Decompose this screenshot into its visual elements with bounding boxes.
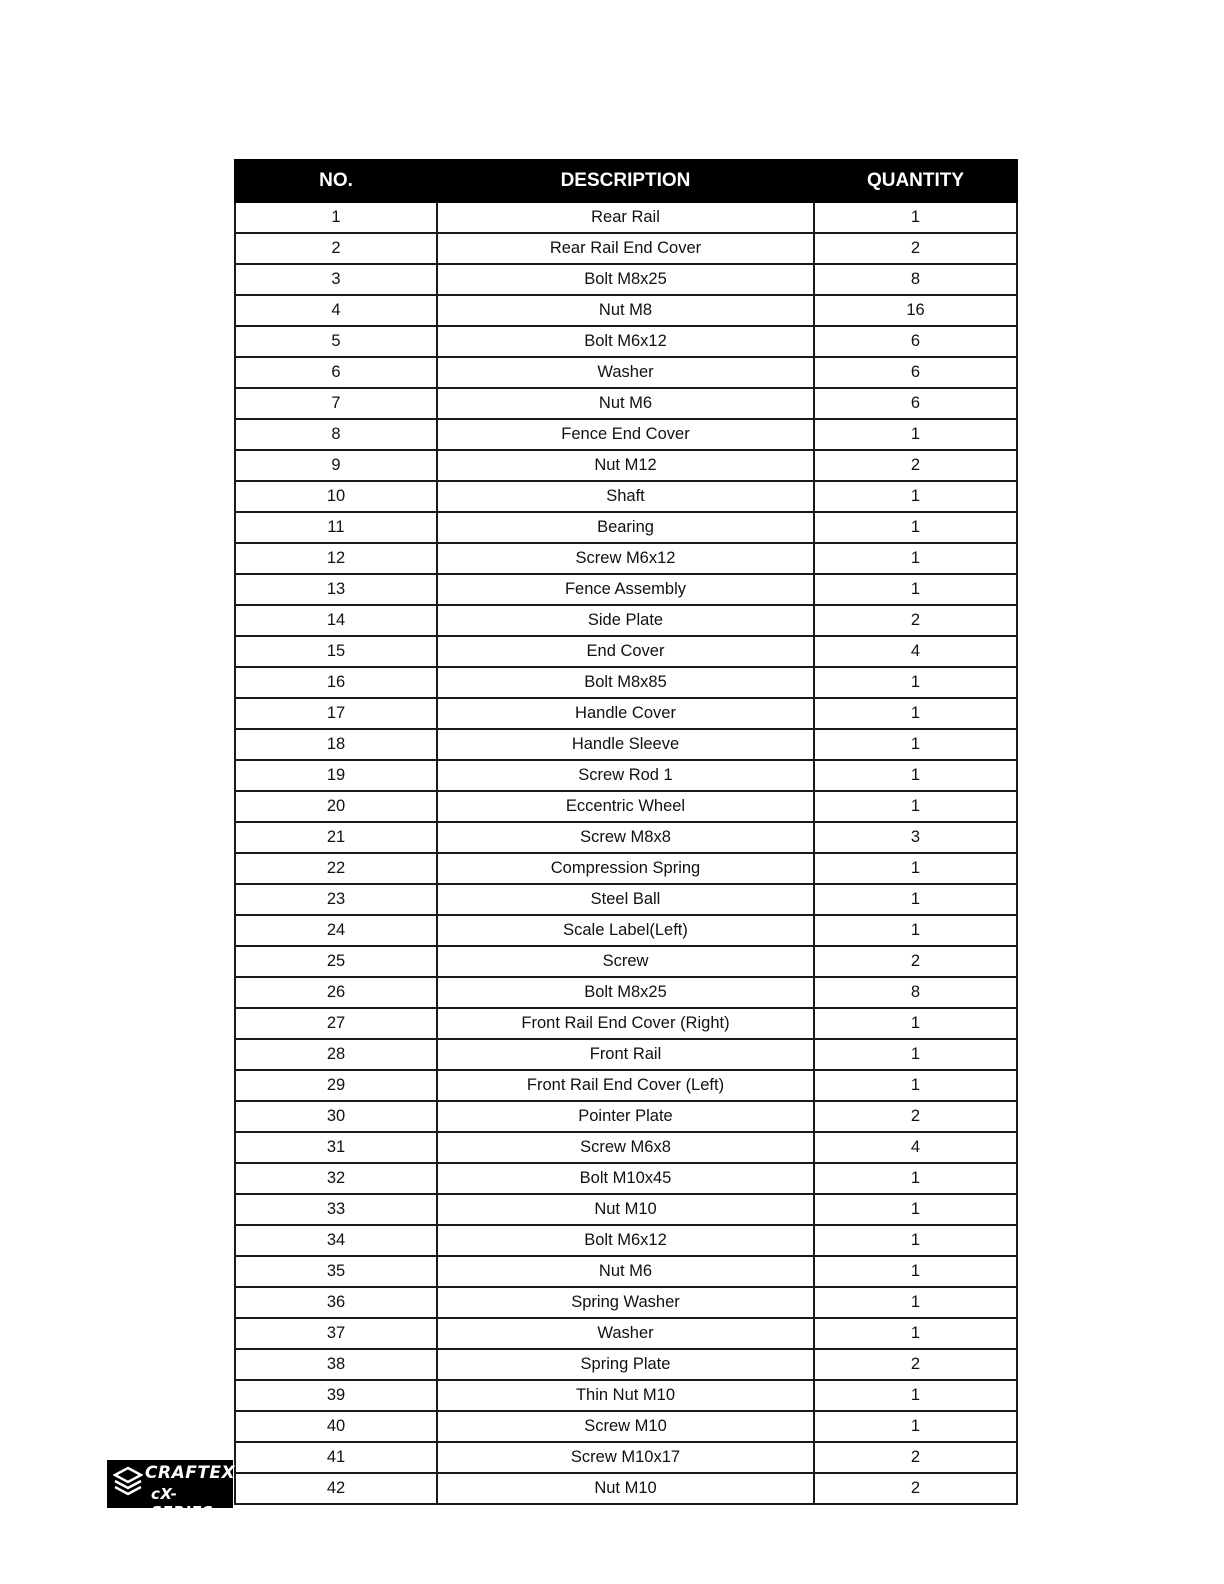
logo-series-text: cX-SERIES	[151, 1485, 214, 1521]
cell-description: Bolt M8x85	[437, 667, 814, 698]
cell-no: 14	[235, 605, 437, 636]
cell-quantity: 1	[814, 1163, 1017, 1194]
cell-no: 13	[235, 574, 437, 605]
cell-quantity: 4	[814, 636, 1017, 667]
cell-quantity: 1	[814, 667, 1017, 698]
cell-no: 12	[235, 543, 437, 574]
cell-quantity: 1	[814, 419, 1017, 450]
cell-quantity: 2	[814, 233, 1017, 264]
cell-description: Washer	[437, 357, 814, 388]
header-row	[235, 160, 1017, 202]
cell-description: Nut M8	[437, 295, 814, 326]
cell-description: Thin Nut M10	[437, 1380, 814, 1411]
cell-description: Scale Label(Left)	[437, 915, 814, 946]
cell-no: 27	[235, 1008, 437, 1039]
table-row	[235, 1194, 1017, 1225]
cell-description: Screw	[437, 946, 814, 977]
table-row	[235, 295, 1017, 326]
cell-no: 8	[235, 419, 437, 450]
table-row	[235, 1318, 1017, 1349]
cell-quantity: 2	[814, 1473, 1017, 1504]
cell-quantity: 1	[814, 1411, 1017, 1442]
cell-description: Screw M10x17	[437, 1442, 814, 1473]
cell-quantity: 1	[814, 543, 1017, 574]
table-row	[235, 1442, 1017, 1473]
table-row	[235, 1473, 1017, 1504]
cell-description: Spring Plate	[437, 1349, 814, 1380]
table-row	[235, 853, 1017, 884]
cell-quantity: 2	[814, 1442, 1017, 1473]
cell-no: 33	[235, 1194, 437, 1225]
table-row	[235, 574, 1017, 605]
cell-description: Front Rail End Cover (Left)	[437, 1070, 814, 1101]
cell-no: 26	[235, 977, 437, 1008]
cell-description: Front Rail	[437, 1039, 814, 1070]
cell-no: 17	[235, 698, 437, 729]
cell-no: 21	[235, 822, 437, 853]
cell-quantity: 1	[814, 760, 1017, 791]
logo-brand-text: CRAFTEX	[145, 1463, 236, 1483]
cell-no: 1	[235, 202, 437, 233]
cell-quantity: 16	[814, 295, 1017, 326]
cell-quantity: 1	[814, 853, 1017, 884]
cell-quantity: 1	[814, 698, 1017, 729]
cell-description: Nut M6	[437, 388, 814, 419]
cell-no: 6	[235, 357, 437, 388]
cell-quantity: 8	[814, 977, 1017, 1008]
cell-description: Nut M12	[437, 450, 814, 481]
table-row	[235, 419, 1017, 450]
cell-description: Nut M6	[437, 1256, 814, 1287]
cell-quantity: 1	[814, 791, 1017, 822]
table-row	[235, 822, 1017, 853]
cell-description: Bolt M10x45	[437, 1163, 814, 1194]
table-row	[235, 326, 1017, 357]
header-description: DESCRIPTION	[437, 160, 814, 202]
cell-no: 40	[235, 1411, 437, 1442]
table-row	[235, 1163, 1017, 1194]
cell-description: Bolt M8x25	[437, 264, 814, 295]
cell-description: Screw M6x12	[437, 543, 814, 574]
cell-quantity: 1	[814, 1070, 1017, 1101]
cell-quantity: 1	[814, 1039, 1017, 1070]
table-row	[235, 233, 1017, 264]
cell-no: 15	[235, 636, 437, 667]
cell-description: Rear Rail	[437, 202, 814, 233]
cell-no: 11	[235, 512, 437, 543]
cell-no: 37	[235, 1318, 437, 1349]
cell-no: 20	[235, 791, 437, 822]
cell-quantity: 1	[814, 1380, 1017, 1411]
cell-quantity: 4	[814, 1132, 1017, 1163]
cell-quantity: 3	[814, 822, 1017, 853]
cell-no: 29	[235, 1070, 437, 1101]
cell-description: Shaft	[437, 481, 814, 512]
table-row	[235, 264, 1017, 295]
cell-description: Screw M6x8	[437, 1132, 814, 1163]
table-row	[235, 388, 1017, 419]
table-row	[235, 1225, 1017, 1256]
table-row	[235, 1349, 1017, 1380]
table-row	[235, 543, 1017, 574]
cell-description: Bearing	[437, 512, 814, 543]
cell-no: 9	[235, 450, 437, 481]
cell-quantity: 1	[814, 1008, 1017, 1039]
cell-quantity: 2	[814, 1101, 1017, 1132]
cell-quantity: 1	[814, 512, 1017, 543]
cell-no: 25	[235, 946, 437, 977]
cell-quantity: 2	[814, 946, 1017, 977]
cell-description: Screw Rod 1	[437, 760, 814, 791]
craftex-stack-icon	[113, 1466, 143, 1498]
header-quantity: QUANTITY	[814, 160, 1017, 202]
cell-quantity: 1	[814, 729, 1017, 760]
cell-no: 38	[235, 1349, 437, 1380]
cell-no: 3	[235, 264, 437, 295]
cell-description: End Cover	[437, 636, 814, 667]
header-no: NO.	[235, 160, 437, 202]
cell-description: Side Plate	[437, 605, 814, 636]
cell-quantity: 2	[814, 450, 1017, 481]
cell-no: 2	[235, 233, 437, 264]
cell-no: 4	[235, 295, 437, 326]
cell-no: 41	[235, 1442, 437, 1473]
table-row	[235, 1070, 1017, 1101]
table-row	[235, 1132, 1017, 1163]
cell-no: 32	[235, 1163, 437, 1194]
table-row	[235, 1287, 1017, 1318]
cell-quantity: 1	[814, 1287, 1017, 1318]
table-row	[235, 450, 1017, 481]
table-row	[235, 605, 1017, 636]
table-row	[235, 481, 1017, 512]
cell-no: 10	[235, 481, 437, 512]
table-row	[235, 884, 1017, 915]
cell-description: Front Rail End Cover (Right)	[437, 1008, 814, 1039]
cell-quantity: 1	[814, 481, 1017, 512]
cell-no: 30	[235, 1101, 437, 1132]
cell-description: Screw M10	[437, 1411, 814, 1442]
cell-description: Fence Assembly	[437, 574, 814, 605]
cell-quantity: 6	[814, 357, 1017, 388]
cell-no: 19	[235, 760, 437, 791]
cell-description: Eccentric Wheel	[437, 791, 814, 822]
table-row	[235, 1411, 1017, 1442]
cell-quantity: 1	[814, 1225, 1017, 1256]
cell-quantity: 1	[814, 1194, 1017, 1225]
cell-description: Handle Sleeve	[437, 729, 814, 760]
cell-description: Nut M10	[437, 1473, 814, 1504]
cell-description: Fence End Cover	[437, 419, 814, 450]
cell-no: 18	[235, 729, 437, 760]
cell-quantity: 2	[814, 1349, 1017, 1380]
table-row	[235, 760, 1017, 791]
table-row	[235, 1039, 1017, 1070]
cell-description: Rear Rail End Cover	[437, 233, 814, 264]
cell-description: Compression Spring	[437, 853, 814, 884]
table-row	[235, 729, 1017, 760]
table-row	[235, 946, 1017, 977]
cell-no: 5	[235, 326, 437, 357]
cell-no: 23	[235, 884, 437, 915]
cell-description: Pointer Plate	[437, 1101, 814, 1132]
cell-no: 42	[235, 1473, 437, 1504]
table-row	[235, 1256, 1017, 1287]
cell-description: Washer	[437, 1318, 814, 1349]
cell-quantity: 1	[814, 915, 1017, 946]
cell-quantity: 1	[814, 574, 1017, 605]
cell-quantity: 1	[814, 202, 1017, 233]
cell-description: Steel Ball	[437, 884, 814, 915]
parts-list-table	[234, 159, 1018, 1505]
cell-quantity: 1	[814, 1256, 1017, 1287]
cell-no: 28	[235, 1039, 437, 1070]
craftex-logo	[107, 1460, 236, 1521]
table-row	[235, 1008, 1017, 1039]
cell-quantity: 8	[814, 264, 1017, 295]
cell-no: 16	[235, 667, 437, 698]
cell-description: Nut M10	[437, 1194, 814, 1225]
table-row	[235, 977, 1017, 1008]
cell-description: Screw M8x8	[437, 822, 814, 853]
table-row	[235, 512, 1017, 543]
cell-description: Bolt M8x25	[437, 977, 814, 1008]
cell-description: Bolt M6x12	[437, 1225, 814, 1256]
table-row	[235, 1101, 1017, 1132]
table-row	[235, 202, 1017, 233]
table-row	[235, 636, 1017, 667]
cell-no: 31	[235, 1132, 437, 1163]
table-row	[235, 1380, 1017, 1411]
table-row	[235, 791, 1017, 822]
cell-no: 7	[235, 388, 437, 419]
table-row	[235, 667, 1017, 698]
cell-quantity: 1	[814, 1318, 1017, 1349]
cell-quantity: 6	[814, 388, 1017, 419]
cell-no: 35	[235, 1256, 437, 1287]
cell-no: 34	[235, 1225, 437, 1256]
cell-quantity: 6	[814, 326, 1017, 357]
cell-description: Bolt M6x12	[437, 326, 814, 357]
cell-description: Handle Cover	[437, 698, 814, 729]
cell-no: 24	[235, 915, 437, 946]
table-row	[235, 357, 1017, 388]
cell-no: 22	[235, 853, 437, 884]
table-row	[235, 698, 1017, 729]
cell-quantity: 1	[814, 884, 1017, 915]
cell-no: 39	[235, 1380, 437, 1411]
cell-quantity: 2	[814, 605, 1017, 636]
cell-no: 36	[235, 1287, 437, 1318]
table-row	[235, 915, 1017, 946]
cell-description: Spring Washer	[437, 1287, 814, 1318]
